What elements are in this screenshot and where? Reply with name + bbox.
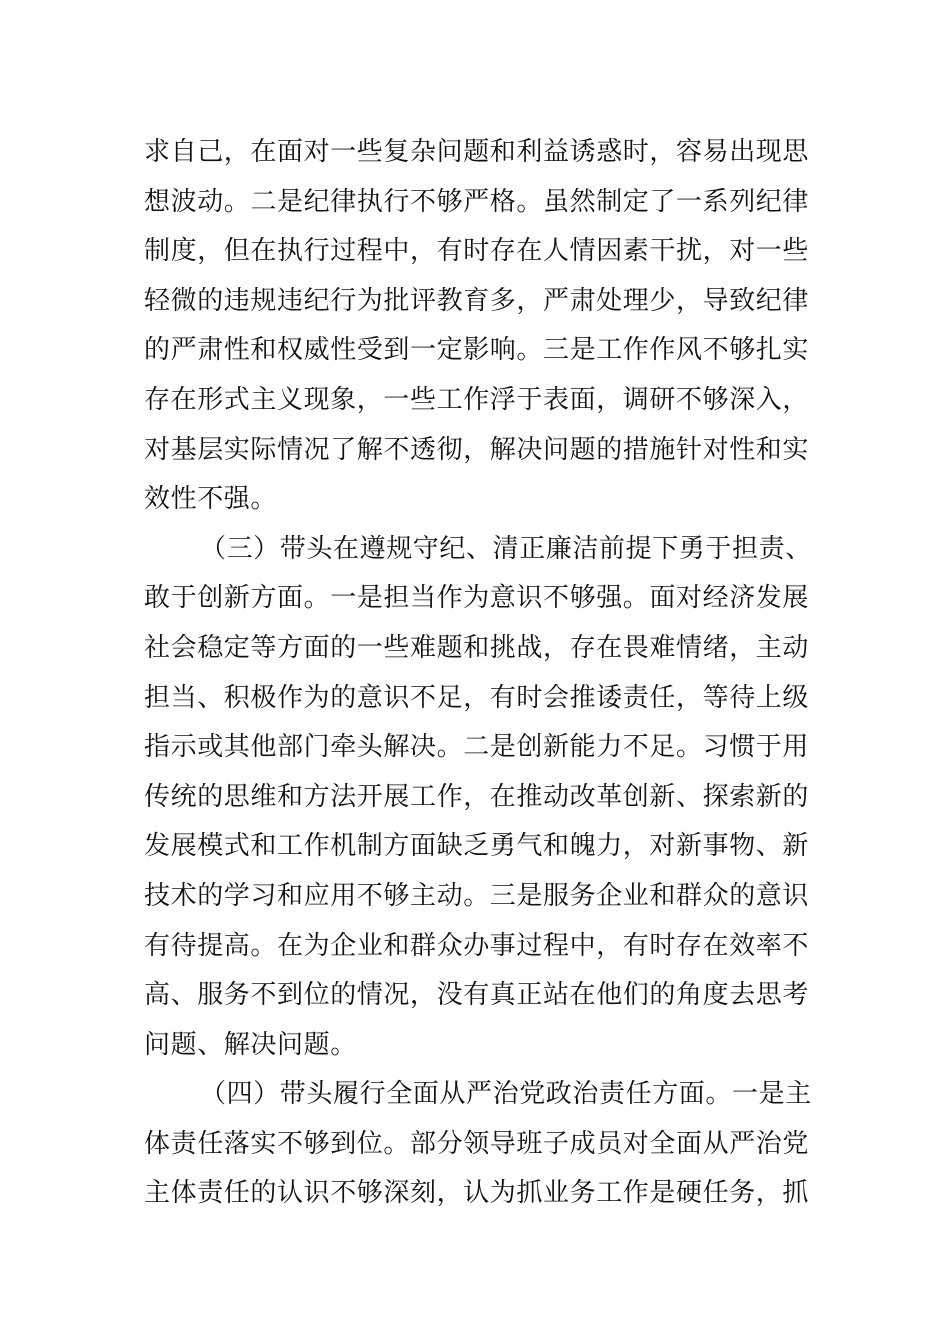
text-line: 存在形式主义现象，一些工作浮于表面，调研不够深入， [144, 384, 810, 415]
text-line: 制度，但在执行过程中，有时存在人情因素干扰，对一些 [144, 236, 810, 267]
text-line: 技术的学习和应用不够主动。三是服务企业和群众的意识 [144, 880, 810, 911]
text-line: 效性不强。 [144, 484, 278, 515]
text-line: 担当、积极作为的意识不足，有时会推诿责任，等待上级 [144, 682, 810, 713]
text-line: 求自己，在面对一些复杂问题和利益诱惑时，容易出现思 [144, 137, 810, 167]
text-line: 有待提高。在为企业和群众办事过程中，有时存在效率不 [144, 930, 810, 961]
text-line: 传统的思维和方法开展工作，在推动改革创新、探索新的 [144, 781, 810, 812]
text-line: 主体责任的认识不够深刻，认为抓业务工作是硬任务，抓 [144, 1178, 810, 1209]
text-line: 轻微的违规违纪行为批评教育多，严肃处理少，导致纪律 [144, 285, 810, 316]
text-line: 想波动。二是纪律执行不够严格。虽然制定了一系列纪律 [144, 186, 810, 217]
text-line: 敢于创新方面。一是担当作为意识不够强。面对经济发展 [144, 583, 810, 614]
text-line: 高、服务不到位的情况，没有真正站在他们的角度去思考 [144, 980, 810, 1011]
section-heading-line: （三）带头在遵规守纪、清正廉洁前提下勇于担责、 [200, 533, 812, 564]
section-heading-line: （四）带头履行全面从严治党政治责任方面。一是主 [200, 1079, 812, 1110]
text-line: 的严肃性和权威性受到一定影响。三是工作作风不够扎实 [144, 335, 810, 366]
text-line: 对基层实际情况了解不透彻，解决问题的措施针对性和实 [144, 434, 810, 465]
text-line: 体责任落实不够到位。部分领导班子成员对全面从严治党 [144, 1128, 810, 1159]
text-line: 发展模式和工作机制方面缺乏勇气和魄力，对新事物、新 [144, 831, 810, 862]
text-line: 指示或其他部门牵头解决。二是创新能力不足。习惯于用 [144, 732, 810, 763]
text-line: 问题、解决问题。 [144, 1029, 357, 1060]
body-text [144, 128, 824, 1219]
text-line: 社会稳定等方面的一些难题和挑战，存在畏难情绪，主动 [144, 632, 810, 663]
